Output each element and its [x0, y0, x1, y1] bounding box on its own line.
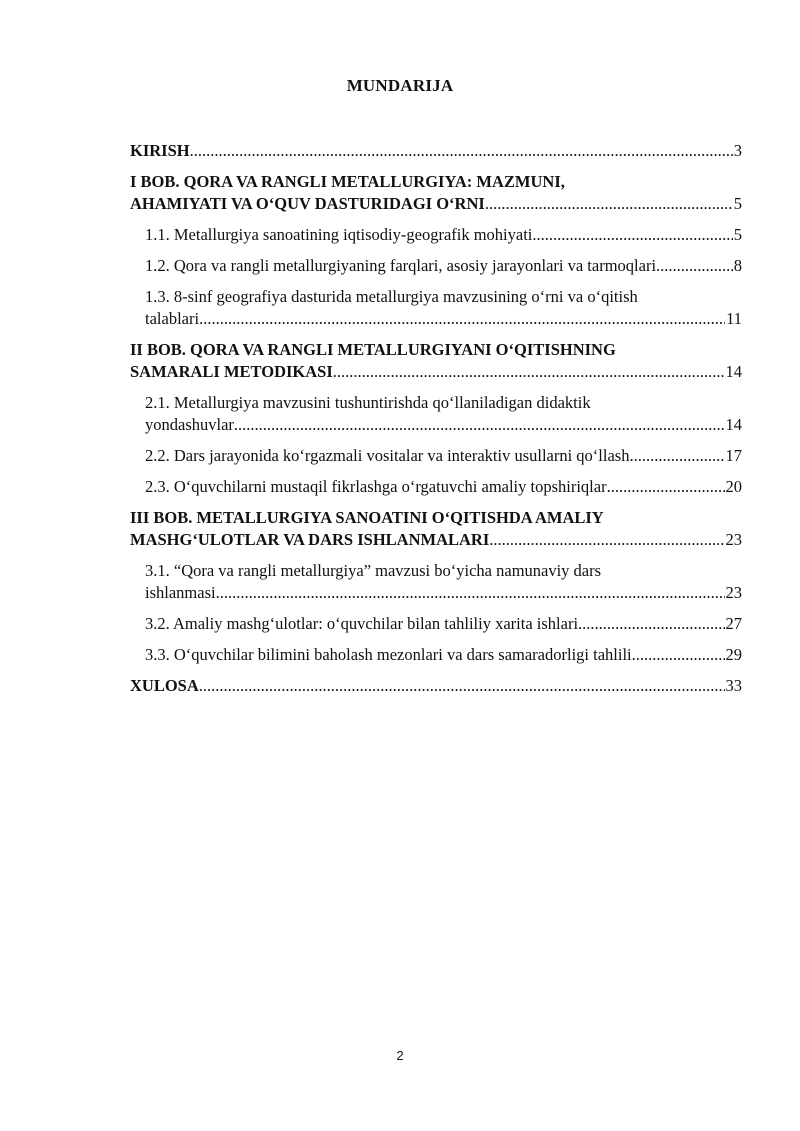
toc-entry-lastline	[145, 255, 742, 277]
toc-entry-lastline	[145, 224, 742, 246]
toc-entry-line: II BOB. QORA VA RANGLI METALLURGIYANI O‘QITISHNING	[130, 340, 616, 359]
toc-section-entry[interactable]	[130, 613, 742, 635]
toc-entry-lastline	[130, 140, 742, 162]
toc-entry-lastline	[130, 675, 742, 697]
dot-leader	[190, 140, 733, 162]
toc-entry-page: 33	[725, 676, 742, 695]
toc-entry-page: 8	[733, 256, 742, 275]
toc-section-entry[interactable]	[130, 644, 742, 666]
toc-entry-page: 11	[726, 309, 742, 328]
toc-entry-line: 1.3. 8-sinf geografiya dasturida metallurgiya mavzusining o‘rni va o‘qitish	[145, 287, 638, 306]
dot-leader	[532, 224, 732, 246]
toc-entry-title: MASHG‘ULOTLAR VA DARS ISHLANMALARI	[130, 530, 490, 549]
toc-entry-page: 5	[733, 194, 742, 213]
dot-leader	[607, 476, 725, 498]
toc-entry-title: 2.2. Dars jarayonida ko‘rgazmali vositalar va interaktiv usullarni qo‘llash	[145, 446, 630, 465]
toc-chapter-entry[interactable]	[130, 507, 742, 551]
toc-chapter-entry[interactable]	[130, 675, 742, 697]
toc-entry-page: 14	[725, 415, 742, 434]
dot-leader	[333, 361, 725, 383]
toc-section-entry[interactable]	[130, 445, 742, 467]
toc-entry-lastline	[145, 414, 742, 436]
toc-entry-title: KIRISH	[130, 141, 190, 160]
toc-entry-title: AHAMIYATI VA O‘QUV DASTURIDAGI O‘RNI	[130, 194, 485, 213]
toc-entry-lastline	[130, 529, 742, 551]
toc-entry-lastline	[145, 613, 742, 635]
toc-entry-title: XULOSA	[130, 676, 199, 695]
toc-entry-page: 3	[733, 141, 742, 160]
toc-chapter-entry[interactable]	[130, 171, 742, 215]
toc-entry-lastline	[130, 193, 742, 215]
toc-entry-lastline	[145, 445, 742, 467]
toc-entry-title: yondashuvlar	[145, 415, 234, 434]
toc-entry-lastline	[145, 308, 742, 330]
dot-leader	[199, 675, 725, 697]
toc-entry-page: 17	[725, 446, 742, 465]
dot-leader	[578, 613, 724, 635]
toc-entry-page: 23	[725, 583, 742, 602]
dot-leader	[199, 308, 725, 330]
toc-entry-line: I BOB. QORA VA RANGLI METALLURGIYA: MAZMUNI,	[130, 172, 565, 191]
toc-entry-title: 3.3. O‘quvchilar bilimini baholash mezonlari va dars samaradorligi tahlili	[145, 645, 632, 664]
toc-entry-lastline	[130, 361, 742, 383]
toc-entry-title: 2.3. O‘quvchilarni mustaqil fikrlashga o‘rgatuvchi amaliy topshiriqlar	[145, 477, 607, 496]
dot-leader	[629, 445, 724, 467]
page-number: 2	[396, 1048, 404, 1063]
table-of-contents	[130, 140, 742, 706]
dot-leader	[632, 644, 725, 666]
toc-entry-line: III BOB. METALLURGIYA SANOATINI O‘QITISHDA AMALIY	[130, 508, 604, 527]
toc-entry-title: 3.2. Amaliy mashg‘ulotlar: o‘quvchilar bilan tahliliy xarita ishlari	[145, 614, 579, 633]
toc-entry-page: 20	[725, 477, 742, 496]
dot-leader	[489, 529, 724, 551]
toc-entry-page: 27	[725, 614, 742, 633]
dot-leader	[656, 255, 733, 277]
toc-entry-title: SAMARALI METODIKASI	[130, 362, 333, 381]
toc-entry-page: 14	[725, 362, 742, 381]
toc-entry-title: 1.2. Qora va rangli metallurgiyaning farqlari, asosiy jarayonlari va tarmoqlari	[145, 256, 657, 275]
toc-section-entry[interactable]	[130, 476, 742, 498]
toc-entry-line: 2.1. Metallurgiya mavzusini tushuntirishda qo‘llaniladigan didaktik	[145, 393, 591, 412]
toc-entry-title: talablari	[145, 309, 200, 328]
toc-entry-page: 5	[733, 225, 742, 244]
toc-section-entry[interactable]	[130, 255, 742, 277]
toc-chapter-entry[interactable]	[130, 339, 742, 383]
dot-leader	[234, 414, 725, 436]
toc-section-entry[interactable]	[130, 224, 742, 246]
toc-section-entry[interactable]	[130, 392, 742, 436]
toc-entry-page: 29	[725, 645, 742, 664]
toc-section-entry[interactable]	[130, 560, 742, 604]
toc-entry-line: 3.1. “Qora va rangli metallurgiya” mavzusi bo‘yicha namunaviy dars	[145, 561, 602, 580]
toc-entry-title: ishlanmasi	[145, 583, 216, 602]
toc-section-entry[interactable]	[130, 286, 742, 330]
dot-leader	[216, 582, 725, 604]
dot-leader	[485, 193, 733, 215]
toc-entry-title: 1.1. Metallurgiya sanoatining iqtisodiy-geografik mohiyati	[145, 225, 533, 244]
toc-entry-lastline	[145, 582, 742, 604]
toc-entry-page: 23	[725, 530, 742, 549]
toc-entry-lastline	[145, 476, 742, 498]
toc-entry-lastline	[145, 644, 742, 666]
toc-chapter-entry[interactable]	[130, 140, 742, 162]
page-title: MUNDARIJA	[346, 76, 454, 95]
